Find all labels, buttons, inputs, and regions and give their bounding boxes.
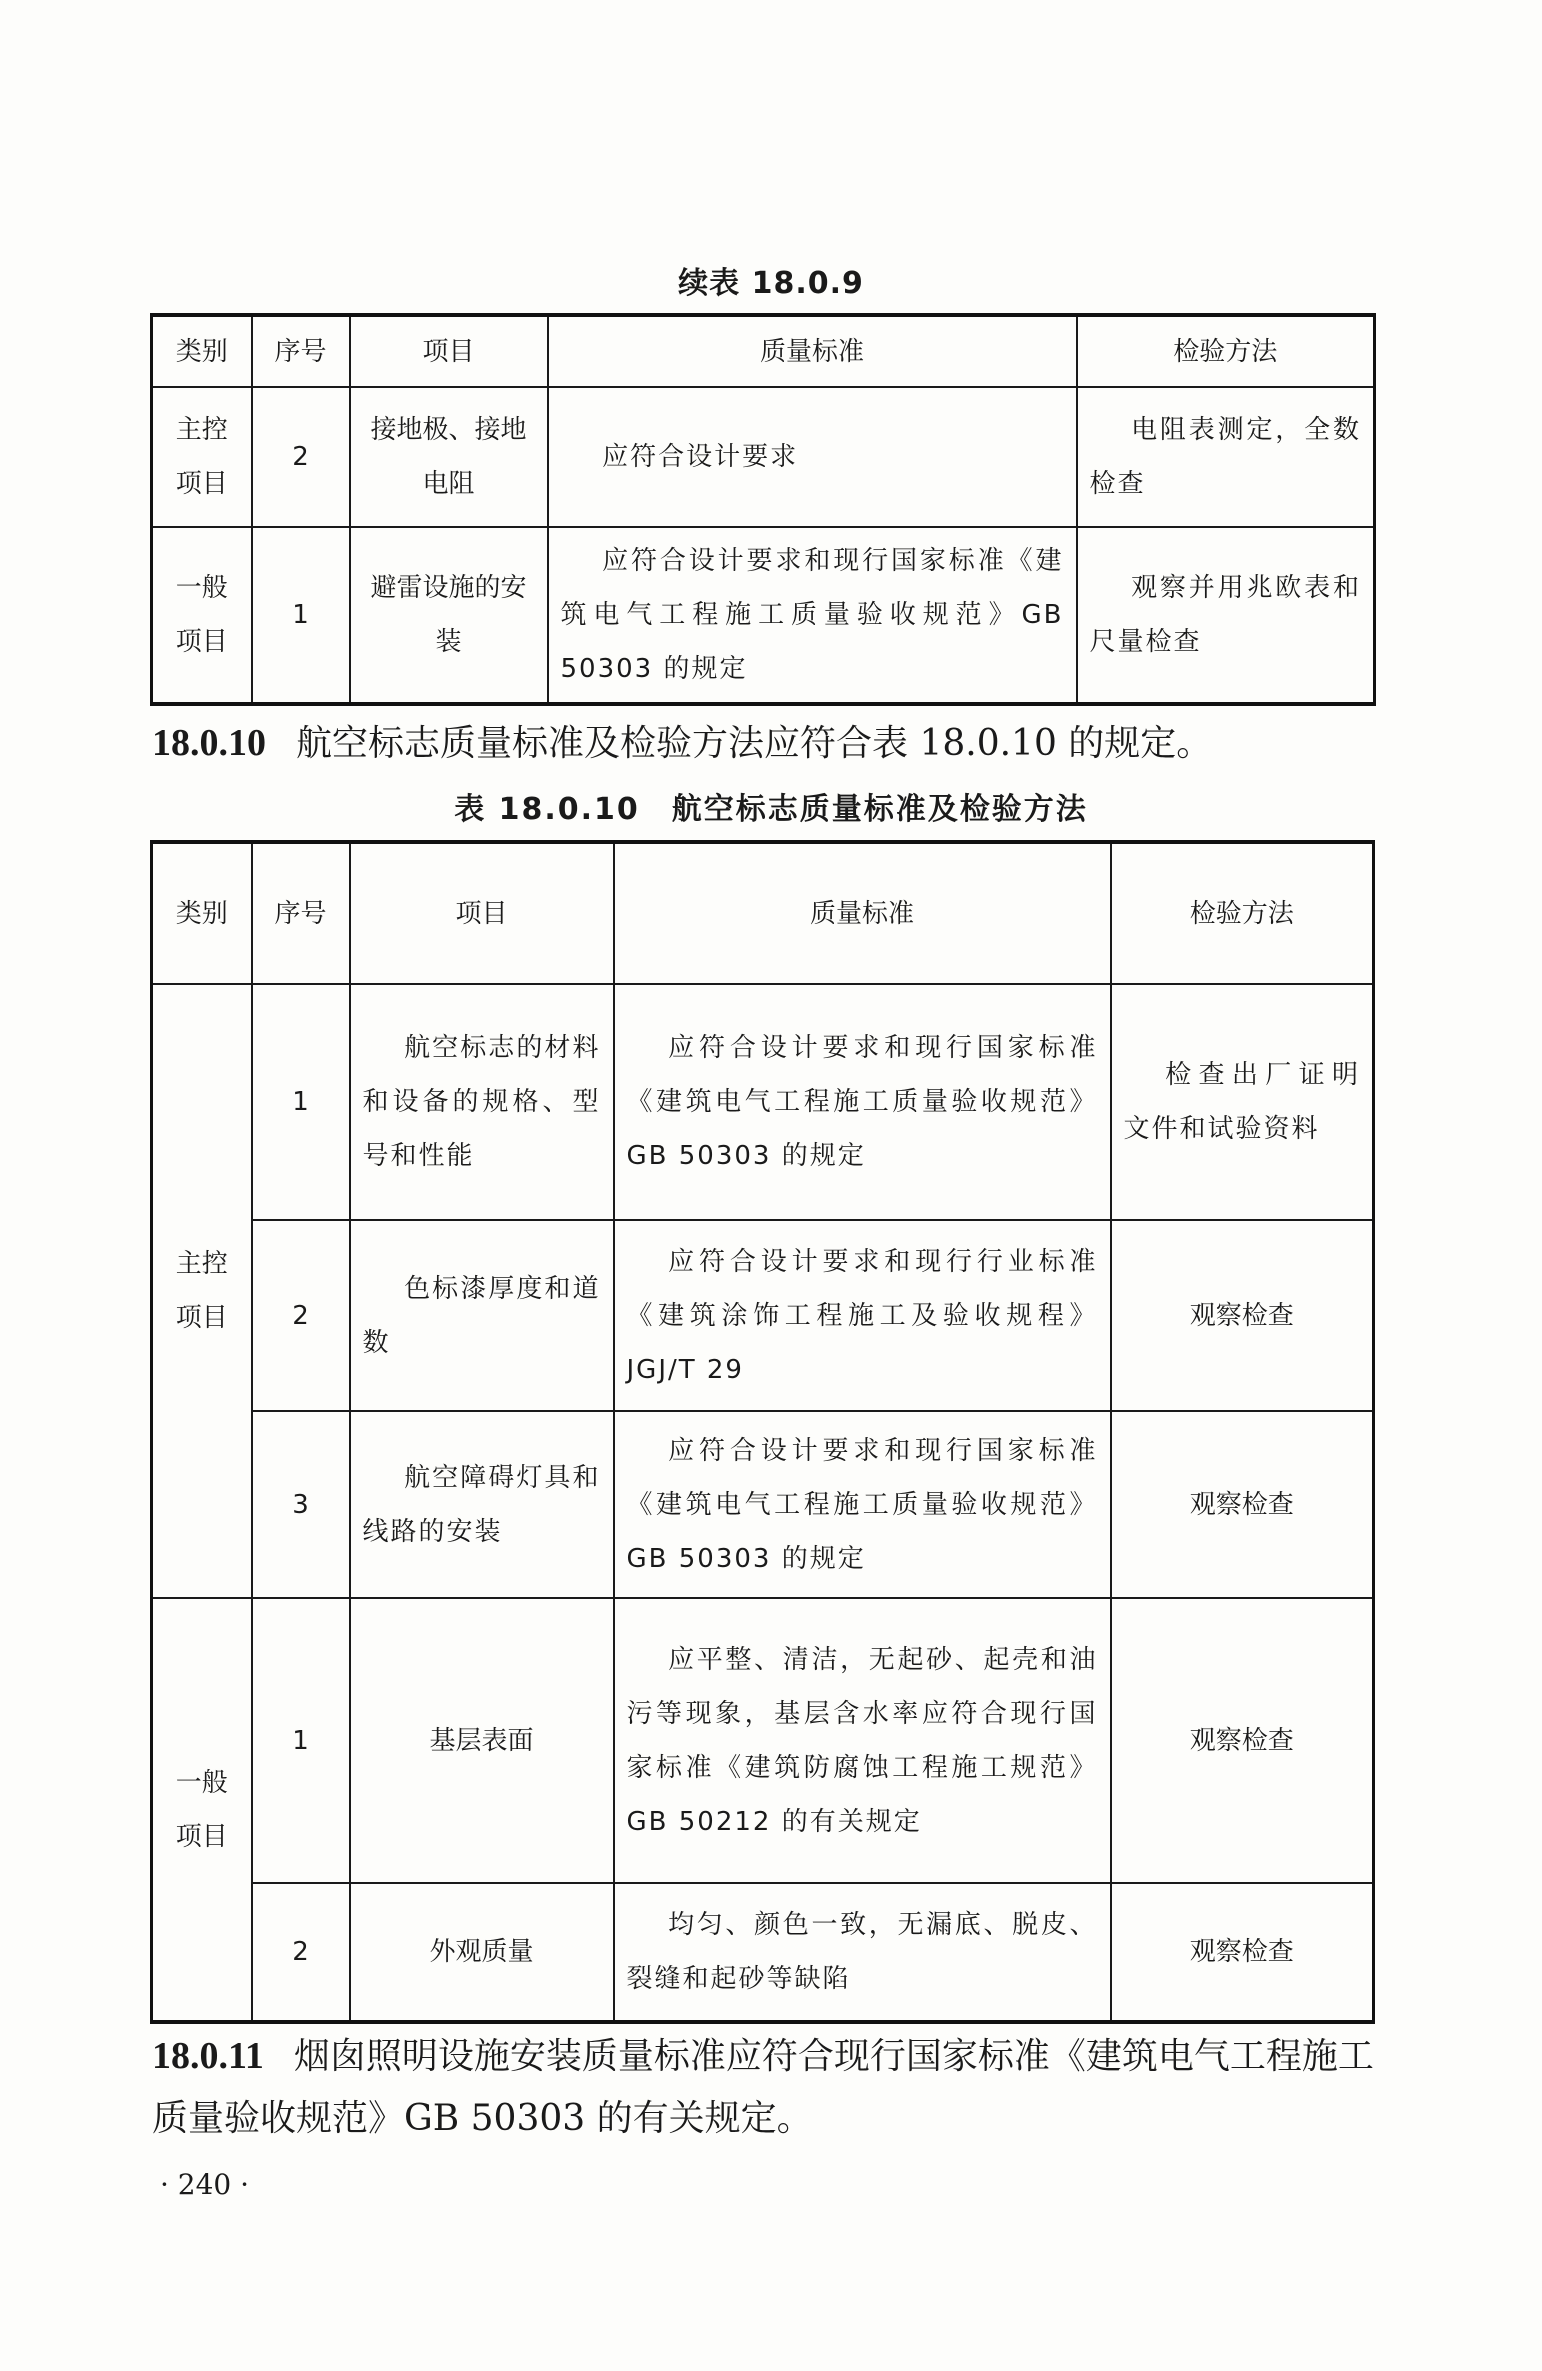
cell-standard: 均匀、颜色一致，无漏底、脱皮、裂缝和起砂等缺陷 — [614, 1883, 1111, 2022]
cell-standard: 应符合设计要求和现行国家标准《建筑电气工程施工质量验收规范》GB 50303 的规定 — [614, 1411, 1111, 1598]
cell-item: 色标漆厚度和道数 — [350, 1220, 614, 1411]
cell-item: 避雷设施的安装 — [350, 527, 548, 704]
cell-no: 3 — [252, 1411, 350, 1598]
section-number: 18.0.11 — [152, 2035, 264, 2077]
cell-standard: 应符合设计要求和现行国家标准《建筑电气工程施工质量验收规范》GB 50303 的规定 — [614, 984, 1111, 1220]
table-row — [152, 1883, 1374, 2022]
header-method: 检验方法 — [1077, 315, 1375, 387]
header-standard: 质量标准 — [614, 842, 1111, 984]
cell-no: 1 — [252, 1598, 350, 1883]
cell-no: 2 — [252, 1883, 350, 2022]
cell-item: 航空标志的材料和设备的规格、型号和性能 — [350, 984, 614, 1220]
table-18-0-10 — [150, 840, 1375, 2024]
table-row — [152, 1220, 1374, 1411]
cell-item: 基层表面 — [350, 1598, 614, 1883]
section-text: 烟囱照明设施安装质量标准应符合现行国家标准《建筑电气工程施工质量验收规范》GB 50303 的有关规定。 — [152, 2036, 1374, 2139]
cell-method: 观察检查 — [1111, 1220, 1374, 1411]
cell-standard: 应符合设计要求和现行行业标准《建筑涂饰工程施工及验收规程》JGJ/T 29 — [614, 1220, 1111, 1411]
section-number: 18.0.10 — [152, 722, 266, 764]
table-row — [152, 1411, 1374, 1598]
header-category: 类别 — [152, 842, 252, 984]
cell-method: 观察检查 — [1111, 1883, 1374, 2022]
table-header-row — [152, 842, 1374, 984]
cell-no: 2 — [252, 1220, 350, 1411]
cell-item: 航空障碍灯具和线路的安装 — [350, 1411, 614, 1598]
table-row — [152, 1598, 1374, 1883]
header-method: 检验方法 — [1111, 842, 1374, 984]
cell-category: 主控项目 — [152, 387, 252, 527]
header-category: 类别 — [152, 315, 252, 387]
page-number: · 240 · — [160, 2168, 250, 2201]
cell-standard: 应平整、清洁，无起砂、起壳和油污等现象，基层含水率应符合现行国家标准《建筑防腐蚀工程施工规范》GB 50212 的有关规定 — [614, 1598, 1111, 1883]
cell-category: 一般项目 — [152, 1598, 252, 2022]
cell-method: 观察检查 — [1111, 1598, 1374, 1883]
cell-no: 1 — [252, 527, 350, 704]
table-row — [152, 984, 1374, 1220]
table-caption-18-0-10: 表 18.0.10 航空标志质量标准及检验方法 — [454, 792, 1088, 827]
header-item: 项目 — [350, 315, 548, 387]
cell-category: 一般项目 — [152, 527, 252, 704]
header-no: 序号 — [252, 315, 350, 387]
cell-no: 1 — [252, 984, 350, 1220]
cell-category: 主控项目 — [152, 984, 252, 1598]
cell-no: 2 — [252, 387, 350, 527]
cell-method: 检查出厂证明文件和试验资料 — [1111, 984, 1374, 1220]
cell-method: 观察并用兆欧表和尺量检查 — [1077, 527, 1375, 704]
cell-standard: 应符合设计要求和现行国家标准《建筑电气工程施工质量验收规范》GB 50303 的规定 — [548, 527, 1077, 704]
table-caption-continued-18-0-9: 续表 18.0.9 — [678, 266, 864, 301]
table-header-row — [152, 315, 1375, 387]
table-18-0-9-continued — [150, 313, 1376, 706]
cell-method: 电阻表测定，全数检查 — [1077, 387, 1375, 527]
section-text: 航空标志质量标准及检验方法应符合表 18.0.10 的规定。 — [296, 723, 1213, 764]
header-standard: 质量标准 — [548, 315, 1077, 387]
header-no: 序号 — [252, 842, 350, 984]
cell-method: 观察检查 — [1111, 1411, 1374, 1598]
table-row — [152, 387, 1375, 527]
cell-standard: 应符合设计要求 — [548, 387, 1077, 527]
cell-item: 外观质量 — [350, 1883, 614, 2022]
header-item: 项目 — [350, 842, 614, 984]
cell-item: 接地极、接地电阻 — [350, 387, 548, 527]
section-18-0-10 — [152, 712, 1377, 775]
section-18-0-11 — [152, 2025, 1377, 2150]
table-row — [152, 527, 1375, 704]
